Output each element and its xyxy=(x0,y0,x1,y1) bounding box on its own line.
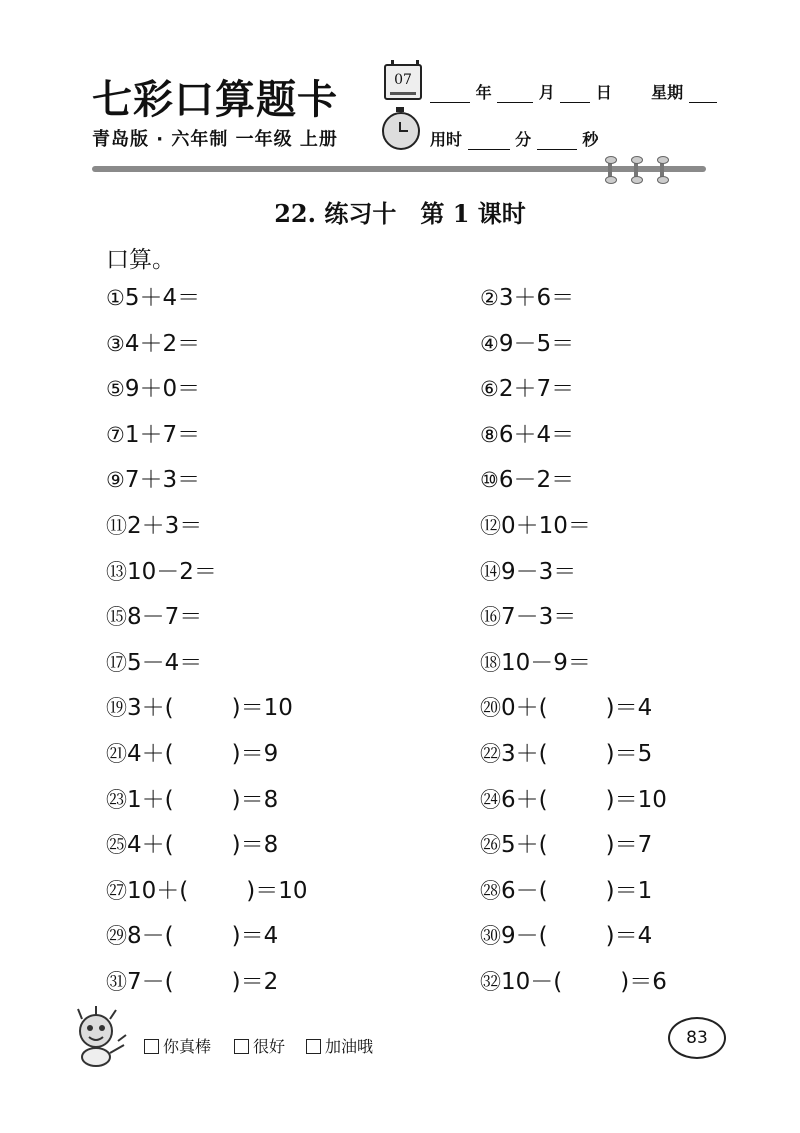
problem-item xyxy=(480,374,574,404)
problem-item xyxy=(480,693,652,723)
problem-number: ㉕ xyxy=(106,833,127,857)
problem-item xyxy=(106,648,202,678)
problem-number: ⑲ xyxy=(106,696,127,720)
mascot-icon xyxy=(66,1005,130,1069)
problem-item xyxy=(106,921,278,951)
problem-item xyxy=(480,967,667,997)
problem-expression: 5＋4＝ xyxy=(124,285,201,311)
problem-item xyxy=(480,830,652,860)
problem-number: ㉜ xyxy=(480,970,501,994)
rating-label: 加油哦 xyxy=(325,1037,374,1056)
problem-number: ⑱ xyxy=(480,651,501,675)
problem-number: ⑥ xyxy=(480,377,499,401)
time-fields xyxy=(430,127,598,150)
problem-expression-left: 4＋( xyxy=(127,832,174,858)
problem-expression-right: )＝6 xyxy=(620,969,667,995)
problem-item xyxy=(480,648,591,678)
problem-expression: 10－9＝ xyxy=(501,650,591,676)
problem-item xyxy=(480,465,574,495)
day-label: 日 xyxy=(595,83,612,102)
edition-label: 青岛版 · 六年制 一年级 上册 xyxy=(92,129,338,150)
problem-item xyxy=(480,921,652,951)
problem-item xyxy=(480,329,574,359)
month-blank[interactable] xyxy=(497,88,533,103)
problem-item xyxy=(106,830,278,860)
problem-expression-left: 5＋( xyxy=(501,832,548,858)
problem-item xyxy=(106,283,200,313)
problem-number: ㉑ xyxy=(106,742,127,766)
problem-expression-right: )＝4 xyxy=(231,923,279,949)
problem-item xyxy=(106,420,200,450)
problem-expression: 7＋3＝ xyxy=(124,467,201,493)
binder-pin-icon xyxy=(660,158,664,182)
problem-number: ㉔ xyxy=(480,788,501,812)
problem-number: ② xyxy=(480,286,499,310)
problem-number: ㉙ xyxy=(106,924,127,948)
problem-number: ㉛ xyxy=(106,970,127,994)
instruction: 口算。 xyxy=(106,247,175,273)
problem-number: ㉒ xyxy=(480,742,501,766)
date-fields xyxy=(430,80,717,103)
problem-expression-left: 9－( xyxy=(501,923,548,949)
problem-item xyxy=(106,693,293,723)
problem-expression: 9－5＝ xyxy=(498,331,575,357)
problem-item xyxy=(480,511,591,541)
problem-expression: 9＋0＝ xyxy=(124,376,201,402)
checkbox-icon[interactable] xyxy=(144,1039,159,1054)
seconds-label: 秒 xyxy=(582,130,599,149)
problem-expression: 0＋10＝ xyxy=(501,513,591,539)
problem-item xyxy=(106,967,278,997)
checkbox-icon[interactable] xyxy=(234,1039,249,1054)
rating-label: 你真棒 xyxy=(163,1037,212,1056)
problem-expression-right: )＝8 xyxy=(231,787,279,813)
problem-item xyxy=(480,602,576,632)
problem-expression: 6＋4＝ xyxy=(498,422,575,448)
problem-number: ⑰ xyxy=(106,651,127,675)
problem-expression: 10－2＝ xyxy=(127,559,217,585)
rating-option-keep-going[interactable] xyxy=(306,1034,373,1057)
problem-expression-left: 1＋( xyxy=(127,787,174,813)
problem-expression-right: )＝2 xyxy=(231,969,279,995)
problem-expression-left: 3＋( xyxy=(501,741,548,767)
problem-expression-right: )＝4 xyxy=(605,923,653,949)
problem-expression-left: 6＋( xyxy=(501,787,548,813)
problem-item xyxy=(106,511,202,541)
problem-item xyxy=(480,739,652,769)
problem-number: ⑬ xyxy=(106,560,127,584)
problem-item xyxy=(480,283,574,313)
header-divider xyxy=(92,166,706,172)
problem-expression: 6－2＝ xyxy=(498,467,575,493)
problem-number: ⑫ xyxy=(480,514,501,538)
problem-number: ⑧ xyxy=(480,423,499,447)
problem-number: ㉓ xyxy=(106,788,127,812)
problem-expression-left: 7－( xyxy=(127,969,174,995)
problem-item xyxy=(106,557,217,587)
problem-item xyxy=(480,785,667,815)
problem-expression-right: )＝4 xyxy=(605,695,653,721)
problem-number: ⑯ xyxy=(480,605,501,629)
problem-number: ⑦ xyxy=(106,423,125,447)
problem-item xyxy=(106,329,200,359)
month-label: 月 xyxy=(538,83,555,102)
problem-expression-left: 8－( xyxy=(127,923,174,949)
problem-number: ㉘ xyxy=(480,879,501,903)
problem-expression-left: 4＋( xyxy=(127,741,174,767)
problem-expression-left: 6－( xyxy=(501,878,548,904)
minutes-label: 分 xyxy=(515,130,532,149)
problem-expression: 2＋7＝ xyxy=(498,376,575,402)
problem-number: ③ xyxy=(106,332,125,356)
problem-number: ④ xyxy=(480,332,499,356)
problem-expression-right: )＝7 xyxy=(605,832,653,858)
problem-expression-right: )＝5 xyxy=(605,741,653,767)
problem-number: ① xyxy=(106,286,125,310)
calendar-day: 07 xyxy=(394,72,412,88)
problem-expression: 7－3＝ xyxy=(501,604,577,630)
weekday-label: 星期 xyxy=(651,83,684,102)
problem-expression: 3＋6＝ xyxy=(498,285,575,311)
calendar-icon xyxy=(384,64,422,100)
page-title: 22. 练习十 第 1 课时 xyxy=(274,199,526,228)
problem-item xyxy=(106,374,200,404)
weekday-blank[interactable] xyxy=(689,88,717,103)
problem-item xyxy=(480,557,576,587)
problem-expression-right: )＝10 xyxy=(246,878,308,904)
seconds-blank[interactable] xyxy=(537,135,577,150)
problem-item xyxy=(480,876,652,906)
rating-option-great[interactable] xyxy=(144,1034,211,1057)
problem-expression: 4＋2＝ xyxy=(124,331,201,357)
problem-item xyxy=(106,465,200,495)
problem-number: ⑩ xyxy=(480,468,499,492)
problem-expression: 5－4＝ xyxy=(127,650,203,676)
problem-number: ㉗ xyxy=(106,879,127,903)
problem-expression: 2＋3＝ xyxy=(127,513,203,539)
rating-option-good[interactable] xyxy=(234,1034,285,1057)
stopwatch-icon xyxy=(382,112,420,150)
problem-number: ⑪ xyxy=(106,514,127,538)
problem-expression-right: )＝10 xyxy=(605,787,667,813)
problem-expression-right: )＝1 xyxy=(605,878,653,904)
problem-number: ㉚ xyxy=(480,924,501,948)
problem-item xyxy=(106,739,278,769)
problem-item xyxy=(106,876,308,906)
problem-number: ⑤ xyxy=(106,377,125,401)
problem-number: ⑮ xyxy=(106,605,127,629)
problem-expression-right: )＝10 xyxy=(231,695,293,721)
year-blank[interactable] xyxy=(430,88,470,103)
problem-item xyxy=(480,420,574,450)
checkbox-icon[interactable] xyxy=(306,1039,321,1054)
problem-number: ⑳ xyxy=(480,696,501,720)
problem-expression: 9－3＝ xyxy=(501,559,577,585)
problem-number: ⑨ xyxy=(106,468,125,492)
problem-expression-right: )＝9 xyxy=(231,741,279,767)
problem-number: ㉖ xyxy=(480,833,501,857)
problem-expression-left: 10－( xyxy=(501,969,563,995)
day-blank[interactable] xyxy=(560,88,590,103)
rating-label: 很好 xyxy=(253,1037,286,1056)
problem-expression-left: 10＋( xyxy=(127,878,189,904)
brand-title: 七彩口算题卡 xyxy=(92,76,338,123)
problem-expression: 1＋7＝ xyxy=(124,422,201,448)
minutes-blank[interactable] xyxy=(468,135,510,150)
problem-expression-left: 0＋( xyxy=(501,695,548,721)
problem-item xyxy=(106,602,202,632)
page-number: 83 xyxy=(668,1017,726,1059)
problem-item xyxy=(106,785,278,815)
time-label: 用时 xyxy=(430,130,463,149)
binder-pin-icon xyxy=(608,158,612,182)
year-label: 年 xyxy=(475,83,492,102)
problem-expression: 8－7＝ xyxy=(127,604,203,630)
problem-number: ⑭ xyxy=(480,560,501,584)
problem-expression-right: )＝8 xyxy=(231,832,279,858)
binder-pin-icon xyxy=(634,158,638,182)
problem-expression-left: 3＋( xyxy=(127,695,174,721)
